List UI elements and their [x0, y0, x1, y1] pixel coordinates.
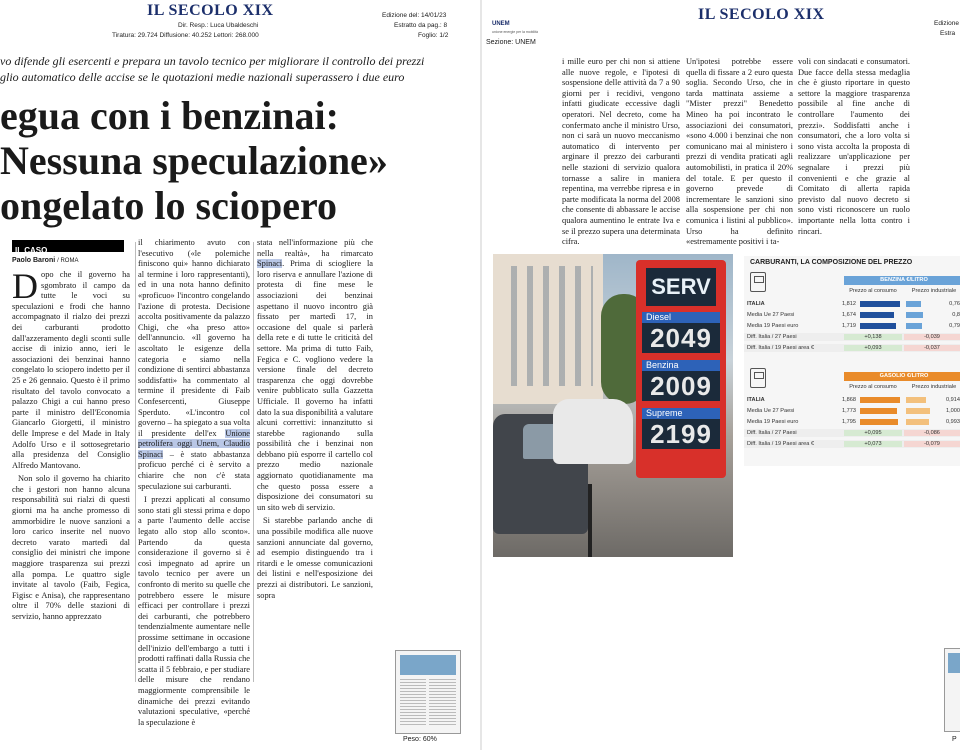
section-label-text: IL CASO — [15, 246, 48, 255]
dropcap: D — [12, 266, 38, 306]
row-label: Diff. Italia / 27 Paesi — [747, 430, 797, 436]
consumer-price-bar — [860, 408, 897, 414]
table-row — [744, 429, 960, 437]
column-divider — [135, 242, 136, 682]
fuel-station-photo — [493, 254, 733, 557]
table-row — [744, 440, 960, 448]
industrial-price-bar — [906, 323, 922, 329]
article-column-1 — [12, 266, 130, 626]
pump-icon — [750, 272, 766, 292]
column-divider — [253, 242, 254, 682]
fuel-price: 2049 — [642, 323, 720, 353]
col-header-consumer: Prezzo al consumo — [849, 288, 897, 294]
masthead: IL SECOLO XIX — [147, 2, 274, 19]
sign-row — [642, 408, 720, 449]
industrial-price: -0,079 — [904, 441, 960, 447]
highlighted-text: Unione petrolifera oggi Unem, Claudio Spinaci — [138, 428, 250, 459]
row-label: Diff. Italia / 27 Paesi — [747, 334, 797, 340]
consumer-price: 1,795 — [842, 419, 856, 425]
consumer-price-bar — [860, 323, 896, 329]
fuel-price: 2009 — [642, 371, 720, 401]
section-name: Sezione: UNEM — [486, 39, 536, 46]
director-line: Dir. Resp.: Luca Ubaldeschi — [178, 22, 259, 29]
thumbnail-text-block — [400, 679, 426, 727]
industrial-price: -0,037 — [904, 345, 960, 351]
section-label — [12, 240, 124, 255]
sign-row — [642, 360, 720, 401]
article-column-3 — [257, 238, 373, 604]
weight-label: P — [952, 736, 957, 743]
extract-page: Estratto da pag.: 8 — [394, 22, 448, 29]
table-row — [744, 333, 960, 341]
article-column-2 — [138, 238, 250, 731]
building-windows — [501, 266, 593, 386]
edition-date: Edizione — [934, 20, 959, 27]
table-row — [744, 407, 960, 415]
row-label: Media Ue 27 Paesi — [747, 408, 795, 414]
article-column-6: voli con sindacati e consumatori. Due facce della stessa medaglia che è giusto riportare in questo settore la maggiore trasparenza possibile al fine anche di controllare l'aumento dei prezzi». Soddisfatti anche i consumatori, che a loro volta si sono vista accolta la proposta di realizzare un'applicazione per segnalare i prezzi più convenienti e che grazie al Comitato di allerta rapida previsto dal nuovo decreto si sono visti riconoscere un ruolo importante nella lotta contro i rincari. — [798, 57, 910, 236]
fuel-label: Benzina — [642, 360, 720, 371]
consumer-price: +0,093 — [844, 345, 902, 351]
industrial-price: -0,039 — [904, 334, 960, 340]
paragraph: I prezzi applicati al consumo sono stati gli stessi prima e dopo a parte l'aumento delle accise legato allo stop allo sconto». Partendo da questa considerazione il governo si è così impegnato ad aprire un tavolo tecnico per avere un confronto di merito su quelle che potrebbero essere le misure efficaci per controllare i prezzi dei carburanti, che potrebbero tendenzialmente aumentare nelle prossime settimane in occasione dell'inizio dell'embargo a tutti i prodotti raffinati dalla Russia che scatta il 5 febbraio, e per studiare delle misure che rendano maggiormente comprensibile le dinamiche dei prezzi evitando valutazioni speculative, «perché la speculazione è — [138, 495, 250, 727]
row-label: ITALIA — [747, 301, 765, 307]
industrial-price: 0,79 — [949, 323, 960, 329]
benzina-rows — [744, 300, 960, 360]
text-run: . Prima di sciogliere la loro riserva e annullare l'azione di protesta di fine mese le associazioni dei benzinai aspettano il nuovo incontro già fissato per martedì 17, in occasione del quale si parlerà della rete e di tutte le criticità del settore. Ma prima di tutto Faib, Fegica e C. vogliono vedere la versione finale del decreto trasparenza che oggi dovrebbe venire pubblicato sulla Gazzetta Ufficiale. Il governo ha infatti dato la sua disponibilità a valutare alcuni correttivi: innanzitutto si starebbe ragionando sulla possibilità che i benzinai non debbano più esporre il cartello col prezzo medio nazionale aggiornato quotidianamente ma che questo possa essere a disposizione dei consumatori su un sito web di servizio. — [257, 259, 373, 512]
consumer-price-bar — [860, 301, 900, 307]
kicker-2: glio automatico delle accise se le quotazioni medie nazionali superassero i due euro — [0, 70, 405, 84]
industrial-price: 0,993 — [946, 419, 960, 425]
industrial-price-bar — [906, 312, 923, 318]
row-label: Diff. Italia / 19 Paesi area € — [747, 441, 815, 447]
paragraph — [257, 238, 373, 513]
table-title: CARBURANTI, LA COMPOSIZIONE DEL PREZZO — [750, 259, 913, 266]
headline-line-3: ongelato lo sciopero — [0, 183, 338, 228]
fuel-label: Diesel — [642, 312, 720, 323]
consumer-price-bar — [860, 397, 900, 403]
text-run: stata nell'informazione più che nella realtà», ha rimarcato — [257, 238, 373, 258]
fuel-price: 2199 — [642, 419, 720, 449]
industrial-price: -0,086 — [904, 430, 960, 436]
circulation-line: Tiratura: 29.724 Diffusione: 40.252 Lettori: 268.000 — [112, 32, 259, 39]
page-thumbnail — [395, 650, 461, 734]
row-label: ITALIA — [747, 397, 765, 403]
industrial-price: 1,000 — [946, 408, 960, 414]
price-composition-table — [744, 256, 960, 466]
pump-icon-screen — [754, 276, 764, 283]
consumer-price: +0,073 — [844, 441, 902, 447]
unem-logo-text: UNEM — [492, 21, 510, 27]
unem-logo-subtitle: unione energie per la mobilità — [492, 30, 538, 34]
industrial-price-bar — [906, 397, 926, 403]
consumer-price: 1,868 — [842, 397, 856, 403]
text-run: – è stato abbastanza proficuo perché ci è servito a chiarire che non c'è stata speculazione sui carburanti. — [138, 449, 250, 491]
industrial-price: 0,8 — [952, 312, 960, 318]
paragraph: Non solo il governo ha chiarito che i gestori non hanno alcuna responsabilità sui rialzi di questi giorni ma ha anche promesso di ammorbidire le nuove sanzioni a loro carico inserite nel nuovo decreto varato martedì dal consiglio dei ministri che impone maggiore trasparenza sui prezzi alla pompa. Le quattro sigle invitate al tavolo (Faib, Fegica, Figisc e Anisa), che rappresentano oltre il 70% delle stazioni di servizio, hanno apprezzato — [12, 474, 130, 621]
sheet-number: Foglio: 1/2 — [418, 32, 449, 39]
consumer-price-bar — [860, 419, 898, 425]
consumer-price: 1,812 — [842, 301, 856, 307]
industrial-price-bar — [906, 408, 930, 414]
paragraph: Si starebbe parlando anche di una possibile modifica alle nuove sanzioni annunciate dal governo, ad esempio distinguendo tra i ritardi e le omesse comunicazioni dei listini e nell'esposizione dei prezzi ai distributori. Le sanzioni, sopra — [257, 516, 373, 600]
table-row — [744, 418, 960, 426]
pump-icon — [750, 368, 766, 388]
byline — [12, 257, 78, 264]
row-label: Media Ue 27 Paesi — [747, 312, 795, 318]
consumer-price: +0,095 — [844, 430, 902, 436]
paragraph — [138, 238, 250, 492]
industrial-price-bar — [906, 301, 921, 307]
col-header-industrial: Prezzo industriale — [911, 288, 957, 294]
sign-brand: SERV — [646, 268, 716, 306]
table-row — [744, 396, 960, 404]
weight-label: Peso: 60% — [403, 736, 437, 743]
headline-line-1: egua con i benzinai: — [0, 93, 339, 138]
unem-logo — [492, 12, 538, 34]
industrial-price-bar — [906, 419, 929, 425]
text-run: il chiarimento avuto con l'esecutivo («le polemiche finiscono qui» hanno dichiarato al termine i loro rappresentanti), ed in una nota hanno definito «proficuo» l'incontro congelando l'azione di protesta. Decisione accolta positivamente da palazzo Chigi, che «ha preso atto» dell'annuncio. «Il governo ha ascoltato le esigenze della categoria e siamo nella condizione di sentirci abbastanza soddisfatti» ha commentato al termine il presidente di Faib Confesercenti, Giuseppe Sperduto. «L'incontro col governo – ha spiegato a sua volta il presidente dell'ex — [138, 238, 250, 438]
consumer-price: 1,674 — [842, 312, 856, 318]
article-column-5: Un'ipotesi potrebbe essere quella di fissare a 2 euro questa soglia. Secondo Urso, che in tarda mattinata assieme a "Mister prezzi" Benedetto Mineo ha poi incontrato le associazioni dei consumatori, «sono 4.000 i benzinai che non comunicano mai al ministero i prezzi di vendita praticati agli automobilisti, in pratica il 20% del totale. E per questo il governo prevede di incrementare le sanzioni sino alla sospensione per chi non comunica i listini al pubblico». Urso ha definito «estremamente positivi i ta- — [686, 57, 793, 247]
table-row — [744, 344, 960, 352]
masthead: IL SECOLO XIX — [698, 6, 825, 23]
pump-hose — [588, 484, 592, 557]
gasolio-rows — [744, 396, 960, 456]
byline-name: Paolo Baroni — [12, 257, 56, 264]
price-sign — [636, 260, 726, 478]
page-thumbnail — [944, 648, 960, 732]
col-header-industrial: Prezzo industriale — [911, 384, 957, 390]
sign-row — [642, 312, 720, 353]
paragraph: opo che il governo ha sgombrato il campo da tutte le voci su speculazioni e frodi che hanno accompagnato il rialzo dei prezzi dei carburanti prodotto dall'azzeramento degli sconti sulle accise di inizio anno, ieri le associazioni dei benzinai hanno congelato lo sciopero indetto per il 25 e 26 gennaio. Questo è il primo risultato del tavolo convocato a palazzo Chigi a cui hanno preso parte il ministro dell'Economia Giancarlo Giorgetti, il ministro delle Imprese e del Made in Italy Adolfo Urso e il sottosegretario alla presidenza del Consiglio Alfredo Mantovano. — [12, 270, 130, 470]
consumer-price: +0,138 — [844, 334, 902, 340]
thumbnail-photo — [400, 655, 456, 675]
row-label: Diff. Italia / 19 Paesi area € — [747, 345, 815, 351]
byline-city: / ROMA — [57, 258, 79, 264]
row-label: Media 19 Paesi euro — [747, 323, 799, 329]
pump-icon-screen — [754, 372, 764, 379]
extract-page: Estra — [940, 30, 956, 37]
row-label: Media 19 Paesi euro — [747, 419, 799, 425]
kicker: vo difende gli esercenti e prepara un tavolo tecnico per migliorare il controllo dei prezzi — [0, 54, 425, 68]
right-page — [482, 0, 960, 750]
thumbnail-photo — [948, 653, 960, 673]
headline-line-2: Nessuna speculazione» — [0, 138, 388, 183]
table-row — [744, 300, 960, 308]
highlighted-text: Spinaci — [257, 259, 283, 269]
edition-date: Edizione del: 14/01/23 — [382, 12, 447, 19]
industrial-price: 0,914 — [946, 397, 960, 403]
gasolio-header: GASOLIO €/LITRO — [844, 372, 960, 381]
consumer-price: 1,719 — [842, 323, 856, 329]
fuel-label: Supreme — [642, 408, 720, 419]
table-row — [744, 311, 960, 319]
table-row — [744, 322, 960, 330]
col-header-consumer: Prezzo al consumo — [849, 384, 897, 390]
consumer-price-bar — [860, 312, 894, 318]
thumbnail-text-block — [429, 679, 456, 727]
benzina-header: BENZINA €/LITRO — [844, 276, 960, 285]
white-car — [553, 399, 633, 464]
industrial-price: 0,76 — [949, 301, 960, 307]
consumer-price: 1,773 — [842, 408, 856, 414]
article-column-4: i mille euro per chi non si attiene alle nuove regole, e l'ipotesi di sospensione delle attività da 7 a 90 giorni per i recidivi, vengono infatti giudicate eccessive dagli operatori. Nel decreto, come ha confermato anche il ministro Urso, non ci sarà un nuovo meccanismo automatico di intervento per arginare il prezzo dei carburanti nelle stazioni di servizio qualora tornasse a salire in maniera repentina, ma verrebbe ripresa e in parte modificata la norma del 2008 che consente di abbassare le accise qualora aumentino le entrate Iva e se il prezzo supera una determinata cifra. — [562, 57, 680, 247]
